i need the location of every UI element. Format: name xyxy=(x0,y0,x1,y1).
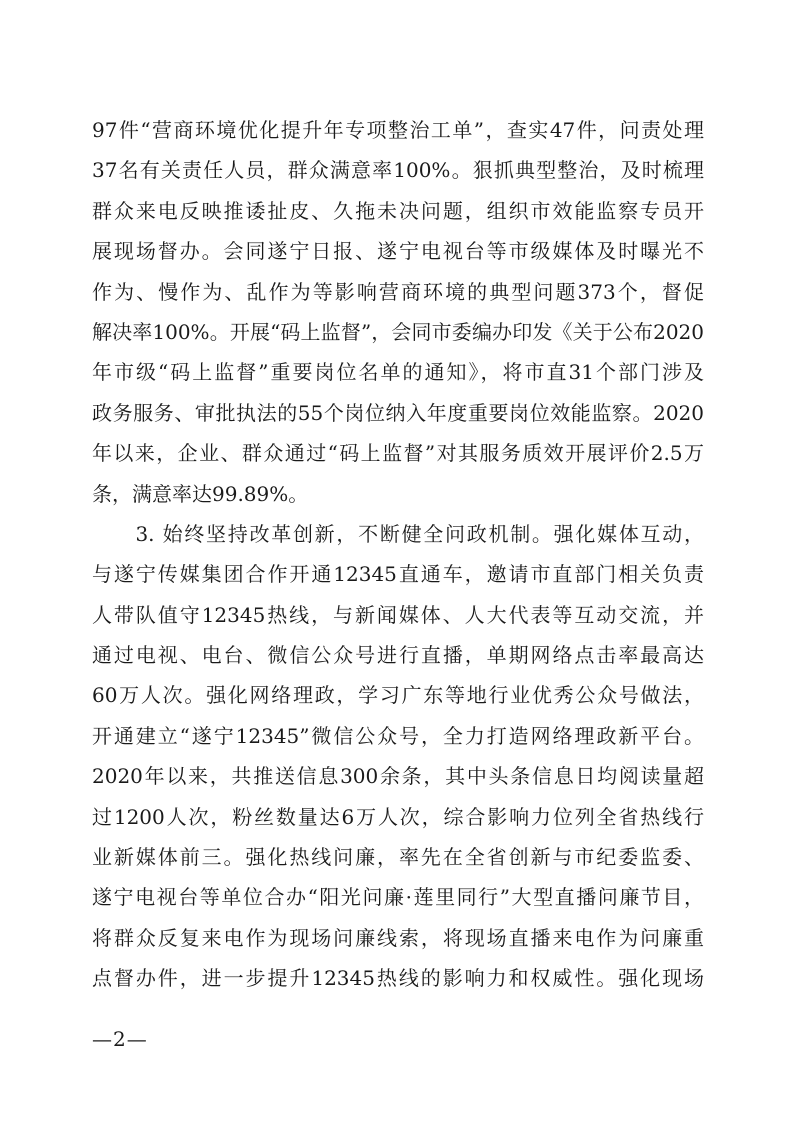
text-line-14: 通过电视、电台、微信公众号进行直播，单期网络点击率最高达 xyxy=(92,643,704,668)
text-line-15: 60万人次。强化网络理政，学习广东等地行业优秀公众号做法， xyxy=(92,683,704,708)
text-line-5: 作为、慢作为、乱作为等影响营商环境的典型问题373个，督促 xyxy=(92,279,704,304)
text-line-17: 2020年以来，共推送信息300余条，其中头条信息日均阅读量超 xyxy=(92,764,704,789)
text-line-19: 业新媒体前三。强化热线问廉，率先在全省创新与市纪委监委、 xyxy=(92,845,704,870)
text-line-18: 过1200人次，粉丝数量达6万人次，综合影响力位列全省热线行 xyxy=(92,804,704,829)
text-line-2: 37名有关责任人员，群众满意率100%。狠抓典型整治，及时梳理 xyxy=(92,158,704,183)
text-line-11: 3. 始终坚持改革创新，不断健全问政机制。强化媒体互动， xyxy=(92,521,704,546)
text-line-1: 97件“营商环境优化提升年专项整治工单”，查实47件，问责处理 xyxy=(92,118,704,142)
text-line-21: 将群众反复来电作为现场问廉线索，将现场直播来电作为问廉重 xyxy=(92,925,704,950)
text-line-7: 年市级“码上监督”重要岗位名单的通知》，将市直31个部门涉及 xyxy=(92,360,704,385)
text-line-16: 开通建立“遂宁12345”微信公众号，全力打造网络理政新平台。 xyxy=(92,723,704,748)
page-number: —2— xyxy=(92,1027,148,1051)
text-line-22: 点督办件，进一步提升12345热线的影响力和权威性。强化现场 xyxy=(92,966,704,991)
text-line-3: 群众来电反映推诿扯皮、久拖未决问题，组织市效能监察专员开 xyxy=(92,198,704,223)
text-line-6: 解决率100%。开展“码上监督”，会同市委编办印发《关于公布2020 xyxy=(92,319,704,344)
document-body xyxy=(92,110,704,999)
text-line-12: 与遂宁传媒集团合作开通12345直通车，邀请市直部门相关负责 xyxy=(92,562,704,587)
text-line-9: 年以来，企业、群众通过“码上监督”对其服务质效开展评价2.5万 xyxy=(92,441,704,466)
text-line-8: 政务服务、审批执法的55个岗位纳入年度重要岗位效能监察。2020 xyxy=(92,400,704,425)
text-line-20: 遂宁电视台等单位合办“阳光问廉·莲里同行”大型直播问廉节目， xyxy=(92,885,704,910)
text-line-10: 条，满意率达99.89%。 xyxy=(92,481,309,506)
text-line-13: 人带队值守12345热线，与新闻媒体、人大代表等互动交流，并 xyxy=(92,602,704,627)
text-line-4: 展现场督办。会同遂宁日报、遂宁电视台等市级媒体及时曝光不 xyxy=(92,239,704,264)
